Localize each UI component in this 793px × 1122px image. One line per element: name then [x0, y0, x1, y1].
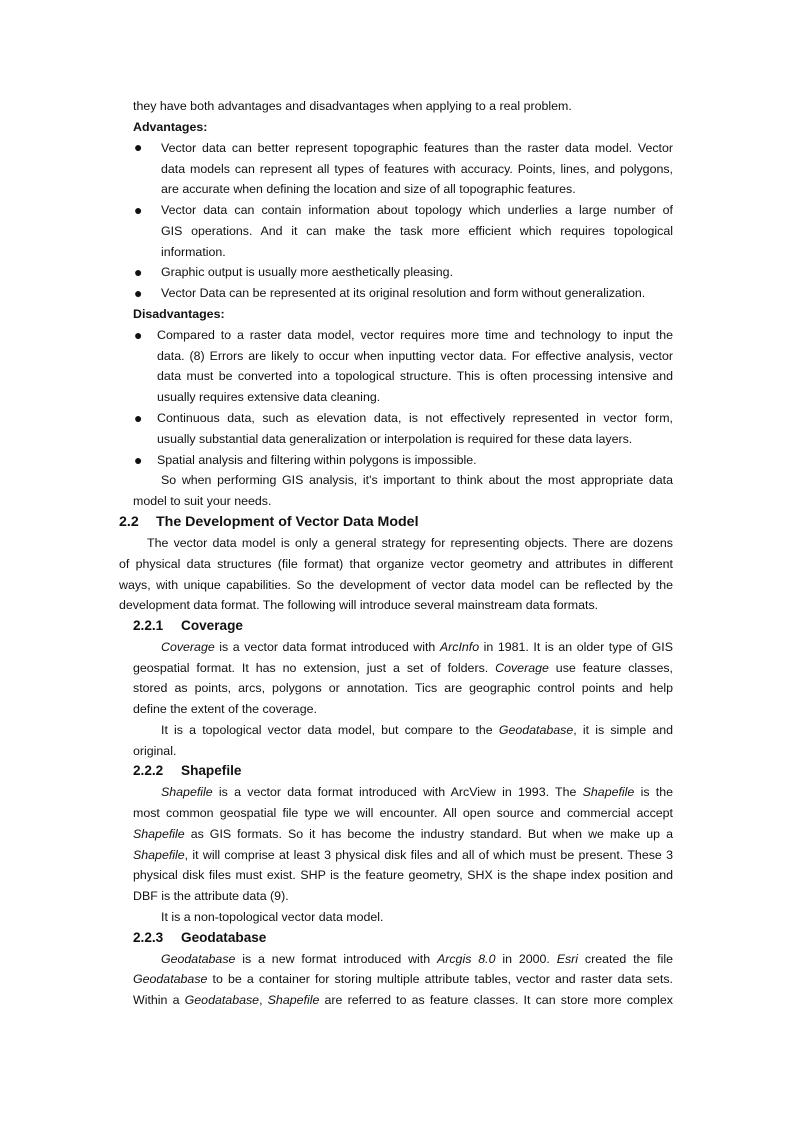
section-title: The Development of Vector Data Model [156, 514, 419, 530]
italic-term: Esri [556, 952, 579, 966]
italic-term: Shapefile [133, 848, 185, 862]
shapefile-line-2: most common geospatial file type we will encounter. All open source and commercial accept [133, 806, 673, 820]
italic-term: Shapefile [133, 827, 185, 841]
shapefile-line-6: DBF is the attribute data (9). [133, 889, 289, 903]
bullet-icon: ● [134, 264, 143, 280]
section-2-2-1-heading [133, 616, 243, 637]
text-run: in 1981. It is an older type of GIS [479, 640, 674, 654]
shapefile-line-4 [133, 845, 673, 866]
shapefile-para2: It is a non-topological vector data model. [161, 910, 384, 924]
text-run: geospatial format. It has no extension, just a set of folders. [133, 661, 496, 675]
disadvantage-1-line-2: data. (8) Errors are likely to occur when inputting vector data. For effective analysis, vector [157, 349, 673, 363]
advantage-3-line-1: Graphic output is usually more aesthetically pleasing. [161, 265, 454, 279]
section-number: 2.2.1 [133, 618, 164, 633]
bullet-icon: ● [134, 410, 143, 426]
coverage-line-1 [161, 637, 673, 658]
text-run: are referred to as feature classes. It can store more complex [319, 993, 673, 1007]
italic-term: Arcgis 8.0 [436, 952, 496, 966]
section-2-2-2-heading [133, 761, 241, 782]
advantage-2-line-3: information. [161, 245, 226, 259]
text-run: in 2000. [495, 952, 557, 966]
text-run: , it will comprise at least 3 physical disk files and all of which must be present. These 3 [184, 848, 673, 862]
bullet-icon: ● [134, 327, 143, 343]
disadvantages-heading: Disadvantages: [133, 307, 225, 321]
section-number: 2.2 [119, 514, 139, 530]
section-2-2-line-4: development data format. The following will introduce several mainstream data formats. [119, 598, 599, 612]
section-2-2-heading [119, 512, 419, 533]
coverage-line-4: define the extent of the coverage. [133, 702, 317, 716]
bullet-icon: ● [134, 139, 143, 155]
text-run: is the [634, 785, 673, 799]
text-run: is a new format introduced with [235, 952, 437, 966]
coverage-line-2 [133, 658, 673, 679]
italic-term: ArcInfo [439, 640, 480, 654]
italic-term: Geodatabase [161, 952, 236, 966]
advantage-1-line-2: data models can represent all types of features with accuracy. Points, lines, and polygons, [161, 162, 673, 176]
advantage-2-line-1: Vector data can contain information about topology which underlies a large number of [161, 203, 673, 217]
coverage-para2-line-2: original. [133, 744, 177, 758]
italic-term: Coverage [161, 640, 215, 654]
conclusion-line-1: So when performing GIS analysis, it's important to think about the most appropriate data [161, 473, 673, 487]
text-run: to be a container for storing multiple attribute tables, vector and raster data sets. [207, 972, 673, 986]
section-2-2-line-1: The vector data model is only a general strategy for representing objects. There are dozens [147, 536, 673, 550]
disadvantage-1-line-4: usually requires extensive data cleaning. [157, 390, 381, 404]
geodatabase-line-2 [133, 969, 673, 990]
italic-term: Coverage [495, 661, 549, 675]
disadvantage-2-line-1: Continuous data, such as elevation data, is not effectively represented in vector form, [157, 411, 673, 425]
advantages-heading: Advantages: [133, 120, 208, 134]
shapefile-line-1 [161, 782, 673, 803]
geodatabase-line-1 [161, 949, 673, 970]
disadvantage-1-line-3: data must be converted into a topological structure. This is often processing intensive and [157, 369, 673, 383]
text-run: , it is simple and [573, 723, 673, 737]
section-title: Shapefile [181, 763, 242, 778]
advantage-2-line-2: GIS operations. And it can make the task more efficient which requires topological [161, 224, 673, 238]
italic-term: Shapefile [267, 993, 320, 1007]
text-run: as GIS formats. So it has become the industry standard. But when we make up a [184, 827, 673, 841]
text-run: created the file [578, 952, 673, 966]
bullet-icon: ● [134, 285, 143, 301]
shapefile-line-3 [133, 824, 673, 845]
section-2-2-line-2: of physical data structures (file format) that organize vector geometry and attributes in different [119, 557, 673, 571]
section-number: 2.2.3 [133, 930, 164, 945]
text-run: use feature classes, [548, 661, 673, 675]
bullet-icon: ● [134, 452, 143, 468]
section-2-2-3-heading [133, 928, 266, 949]
section-title: Coverage [181, 618, 243, 633]
italic-term: Geodatabase [498, 723, 574, 737]
disadvantage-2-line-2: usually substantial data generalization or interpolation is required for these data layers. [157, 432, 633, 446]
section-2-2-line-3: ways, with unique capabilities. So the development of vector data model can be reflected by the [119, 578, 673, 592]
disadvantage-3-line-1: Spatial analysis and filtering within polygons is impossible. [157, 453, 477, 467]
geodatabase-line-3 [133, 990, 673, 1011]
section-title: Geodatabase [181, 930, 267, 945]
coverage-para2-line-1 [161, 720, 673, 741]
italic-term: Geodatabase [184, 993, 260, 1007]
advantage-4-line-1: Vector Data can be represented at its original resolution and form without generalization. [161, 286, 646, 300]
italic-term: Shapefile [582, 785, 635, 799]
bullet-icon: ● [134, 202, 143, 218]
text-run: It is a topological vector data model, but compare to the [161, 723, 499, 737]
shapefile-line-5: physical disk files must exist. SHP is the feature geometry, SHX is the shape index position and [133, 868, 673, 882]
coverage-line-3: stored as points, arcs, polygons or annotation. Tics are geographic control points and help [133, 681, 673, 695]
advantage-1-line-3: are accurate when defining the location and size of all topographic features. [161, 182, 576, 196]
disadvantage-1-line-1: Compared to a raster data model, vector requires more time and technology to input the [157, 328, 673, 342]
advantage-1-line-1: Vector data can better represent topographic features than the raster data model. Vector [161, 141, 673, 155]
italic-term: Shapefile [161, 785, 213, 799]
text-run: is a vector data format introduced with ArcView in 1993. The [212, 785, 583, 799]
text-run: Within a [133, 993, 185, 1007]
intro-line: they have both advantages and disadvantages when applying to a real problem. [133, 99, 572, 113]
text-run: , [259, 993, 268, 1007]
text-run: is a vector data format introduced with [214, 640, 440, 654]
section-number: 2.2.2 [133, 763, 164, 778]
italic-term: Geodatabase [133, 972, 208, 986]
conclusion-line-2: model to suit your needs. [133, 494, 272, 508]
